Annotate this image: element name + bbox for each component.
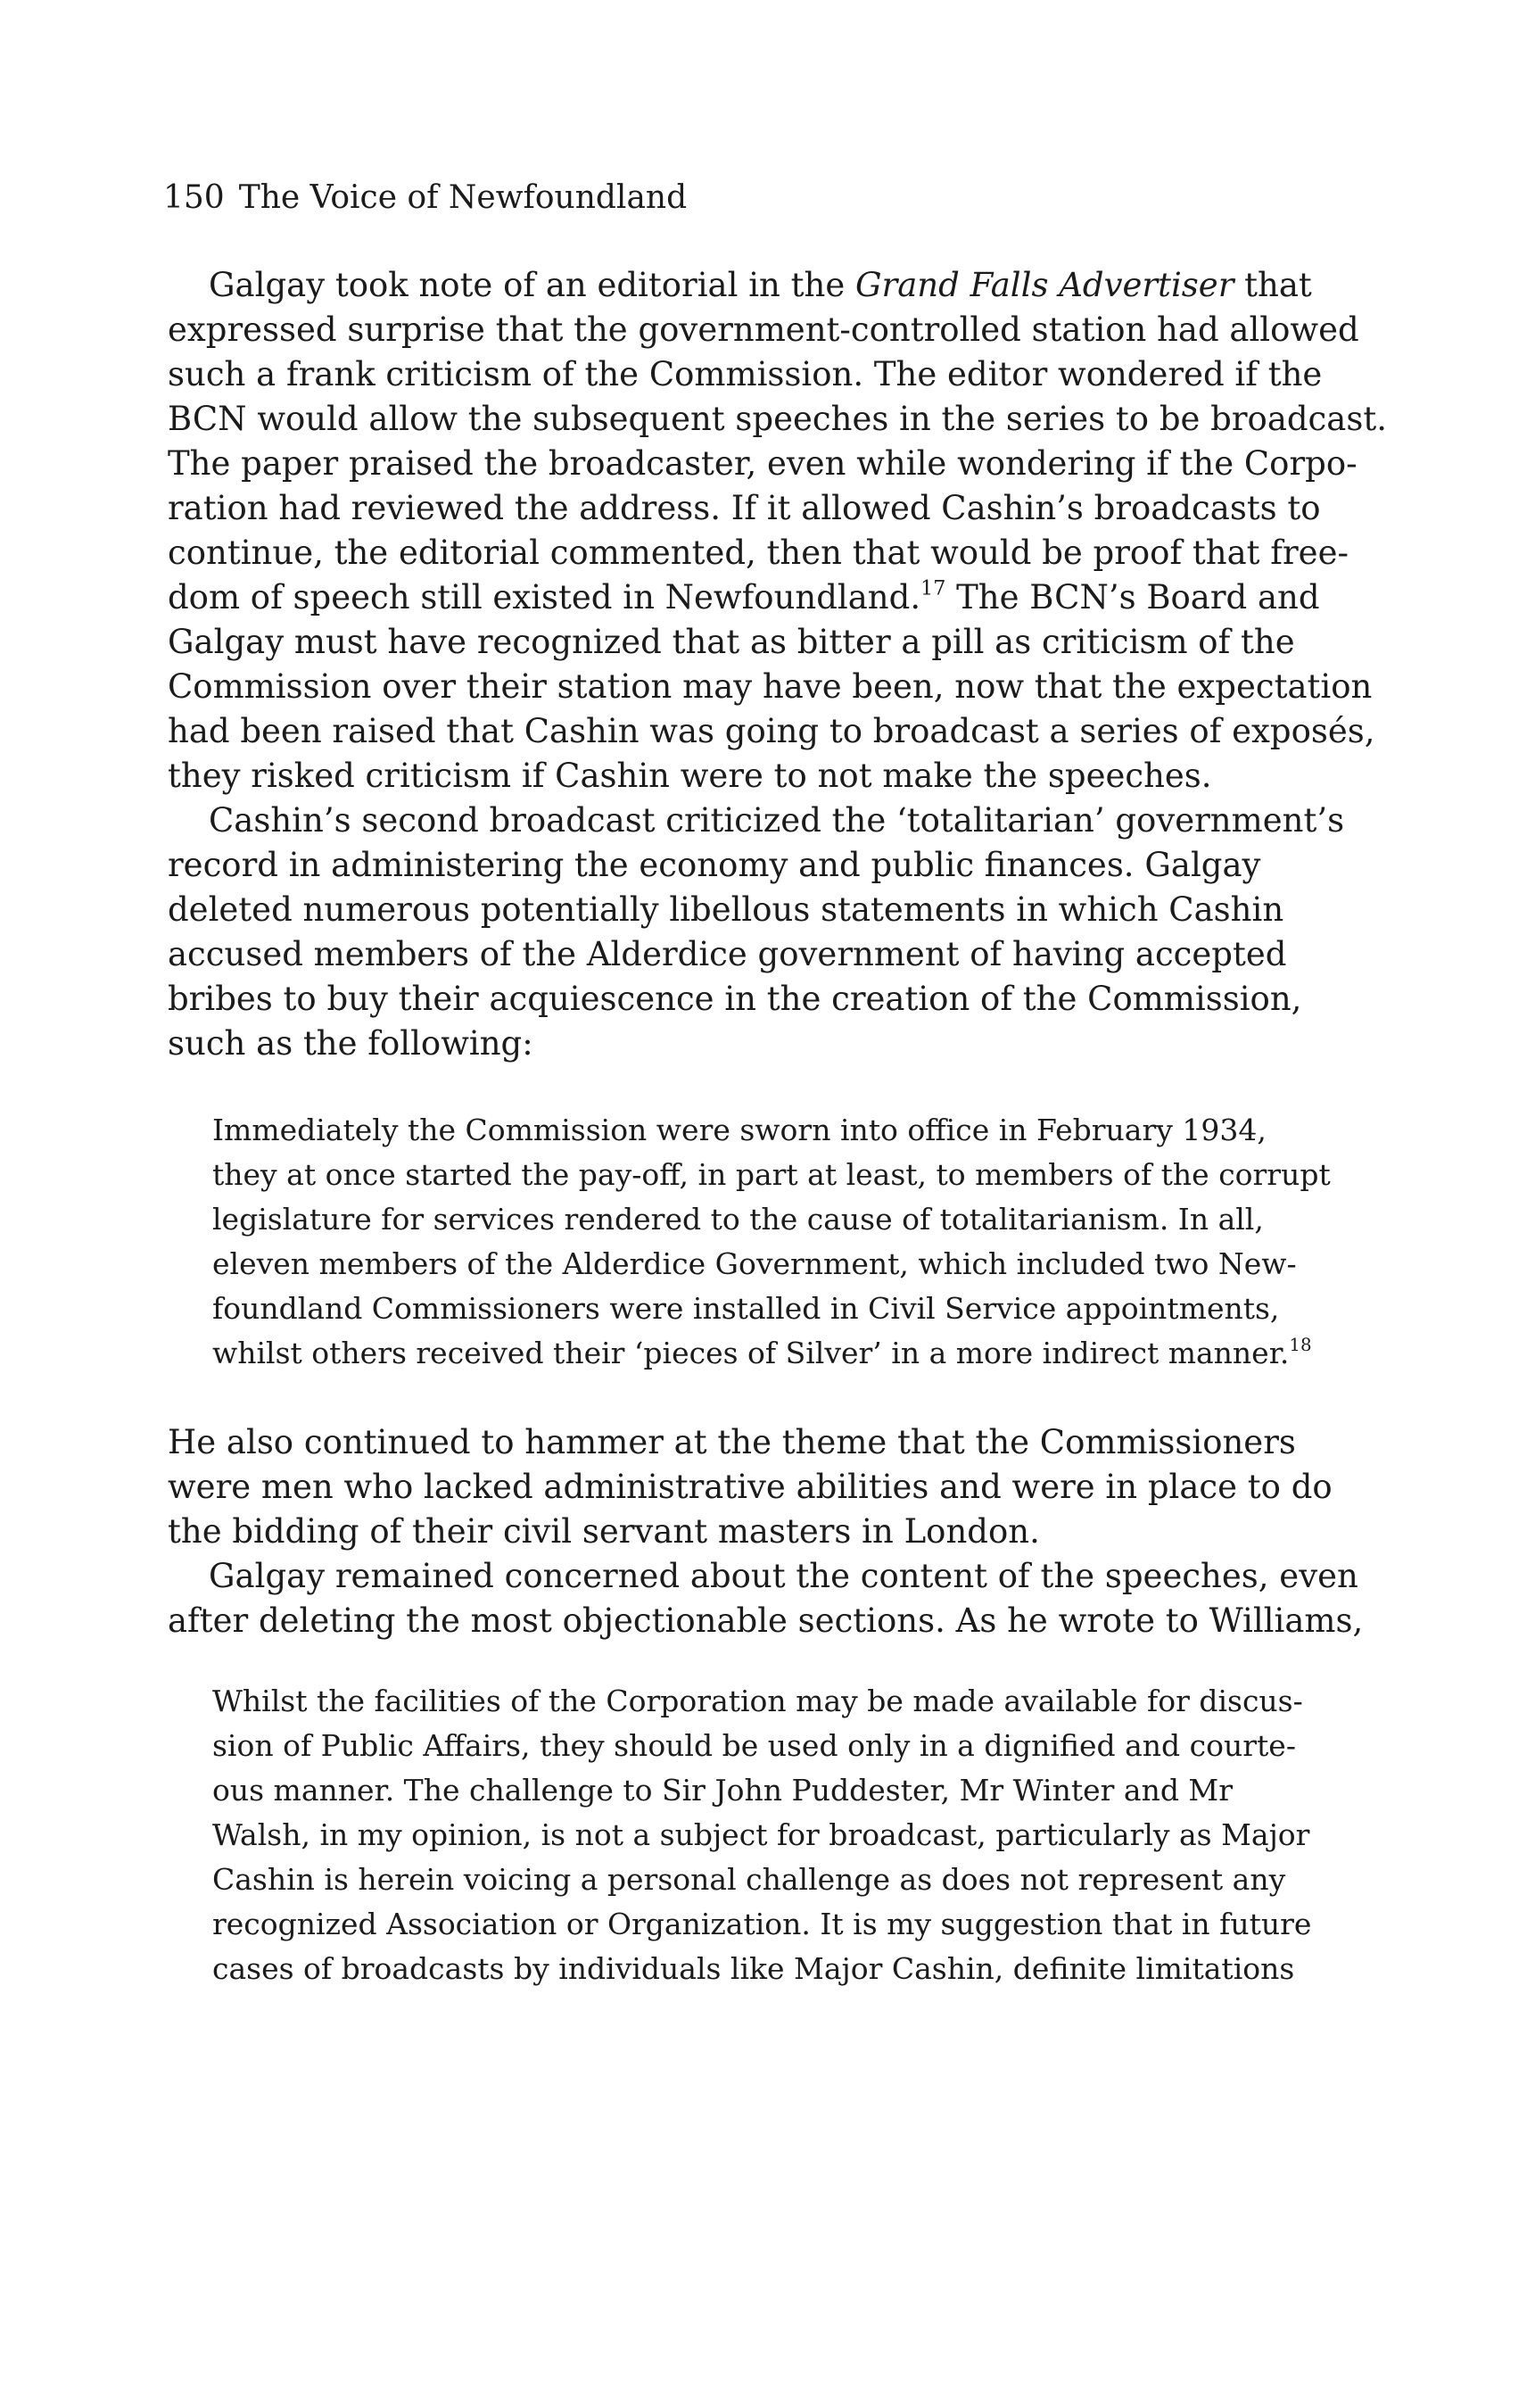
text-line: record in administering the economy and public finances. Galgay <box>168 846 1261 884</box>
quote-line: Cashin is herein voicing a personal challenge as does not represent any <box>212 1862 1286 1897</box>
quote-line: they at once started the pay-off, in part at least, to members of the corrupt <box>212 1157 1331 1192</box>
text-line: such a frank criticism of the Commission. The editor wondered if the <box>168 355 1323 393</box>
paragraph-2 <box>168 799 1345 1066</box>
text-line <box>168 263 1327 308</box>
text-line: Galgay must have recognized that as bitter a pill as criticism of the <box>168 623 1295 661</box>
quote-line: cases of broadcasts by individuals like Major Cashin, definite limitations <box>212 1951 1295 1986</box>
text-line: bribes to buy their acquiescence in the creation of the Commission, <box>168 980 1302 1018</box>
text-run: Galgay took note of an editorial in the <box>209 266 855 304</box>
text-line: He also continued to hammer at the theme that the Commissioners <box>168 1423 1296 1461</box>
quote-line: recognized Association or Organization. It is my suggestion that in future <box>212 1907 1312 1941</box>
quote-line <box>212 1331 1312 1376</box>
text-line: accused members of the Alderdice government of having accepted <box>168 935 1287 973</box>
quote-line: ous manner. The challenge to Sir John Puddester, Mr Winter and Mr <box>212 1773 1233 1808</box>
footnote-marker: 17 <box>920 576 946 600</box>
quote-line: foundland Commissioners were installed in Civil Service appointments, <box>212 1291 1280 1326</box>
text-line: expressed surprise that the government-controlled station had allowed <box>168 310 1359 349</box>
text-line: Commission over their station may have been, now that the expectation <box>168 667 1373 706</box>
quote-line: Walsh, in my opinion, is not a subject for broadcast, particularly as Major <box>212 1817 1310 1852</box>
text-line: continue, the editorial commented, then that would be proof that free- <box>168 534 1349 572</box>
text-run: The BCN’s Board and <box>945 578 1320 616</box>
footnote-marker: 18 <box>1289 1335 1312 1356</box>
text-line: after deleting the most objectionable sections. As he wrote to Williams, <box>168 1601 1364 1640</box>
text-line: had been raised that Cashin was going to broadcast a series of exposés, <box>168 712 1375 750</box>
page-number: 150 <box>163 179 225 216</box>
text-line: were men who lacked administrative abilities and were in place to do <box>168 1468 1333 1506</box>
text-run: that <box>1234 266 1312 304</box>
block-quote-2 <box>212 1679 1312 1991</box>
text-line: they risked criticism if Cashin were to not make the speeches. <box>168 757 1212 795</box>
text-line: deleted numerous potentially libellous statements in which Cashin <box>168 890 1284 929</box>
paragraph-1 <box>168 263 1387 799</box>
text-line: BCN would allow the subsequent speeches in the series to be broadcast. <box>168 400 1387 438</box>
running-head <box>163 178 687 218</box>
text-line: Galgay remained concerned about the content of the speeches, even <box>209 1557 1358 1595</box>
paragraph-4 <box>168 1554 1364 1643</box>
block-quote-1 <box>212 1108 1331 1376</box>
quote-line: eleven members of the Alderdice Government, which included two New- <box>212 1246 1297 1281</box>
quote-line: legislature for services rendered to the cause of totalitarianism. In all, <box>212 1202 1264 1237</box>
text-line <box>168 575 1327 620</box>
text-run: whilst others received their ‘pieces of Silver’ in a more indirect manner. <box>212 1336 1290 1370</box>
quote-line: sion of Public Affairs, they should be used only in a dignified and courte- <box>212 1728 1296 1763</box>
quote-line: Immediately the Commission were sworn into office in February 1934, <box>212 1113 1267 1147</box>
text-line: the bidding of their civil servant masters in London. <box>168 1512 1040 1551</box>
newspaper-title: Grand Falls Advertiser <box>855 266 1234 304</box>
text-line: The paper praised the broadcaster, even while wondering if the Corpo- <box>168 444 1358 483</box>
book-title: The Voice of Newfoundland <box>238 179 688 216</box>
text-run: dom of speech still existed in Newfoundland. <box>168 578 921 616</box>
quote-line: Whilst the facilities of the Corporation may be made available for discus- <box>212 1684 1303 1718</box>
text-line: such as the following: <box>168 1024 533 1063</box>
text-line: ration had reviewed the address. If it allowed Cashin’s broadcasts to <box>168 489 1321 527</box>
paragraph-3 <box>168 1420 1333 1554</box>
text-line: Cashin’s second broadcast criticized the ‘totalitarian’ government’s <box>209 801 1345 840</box>
